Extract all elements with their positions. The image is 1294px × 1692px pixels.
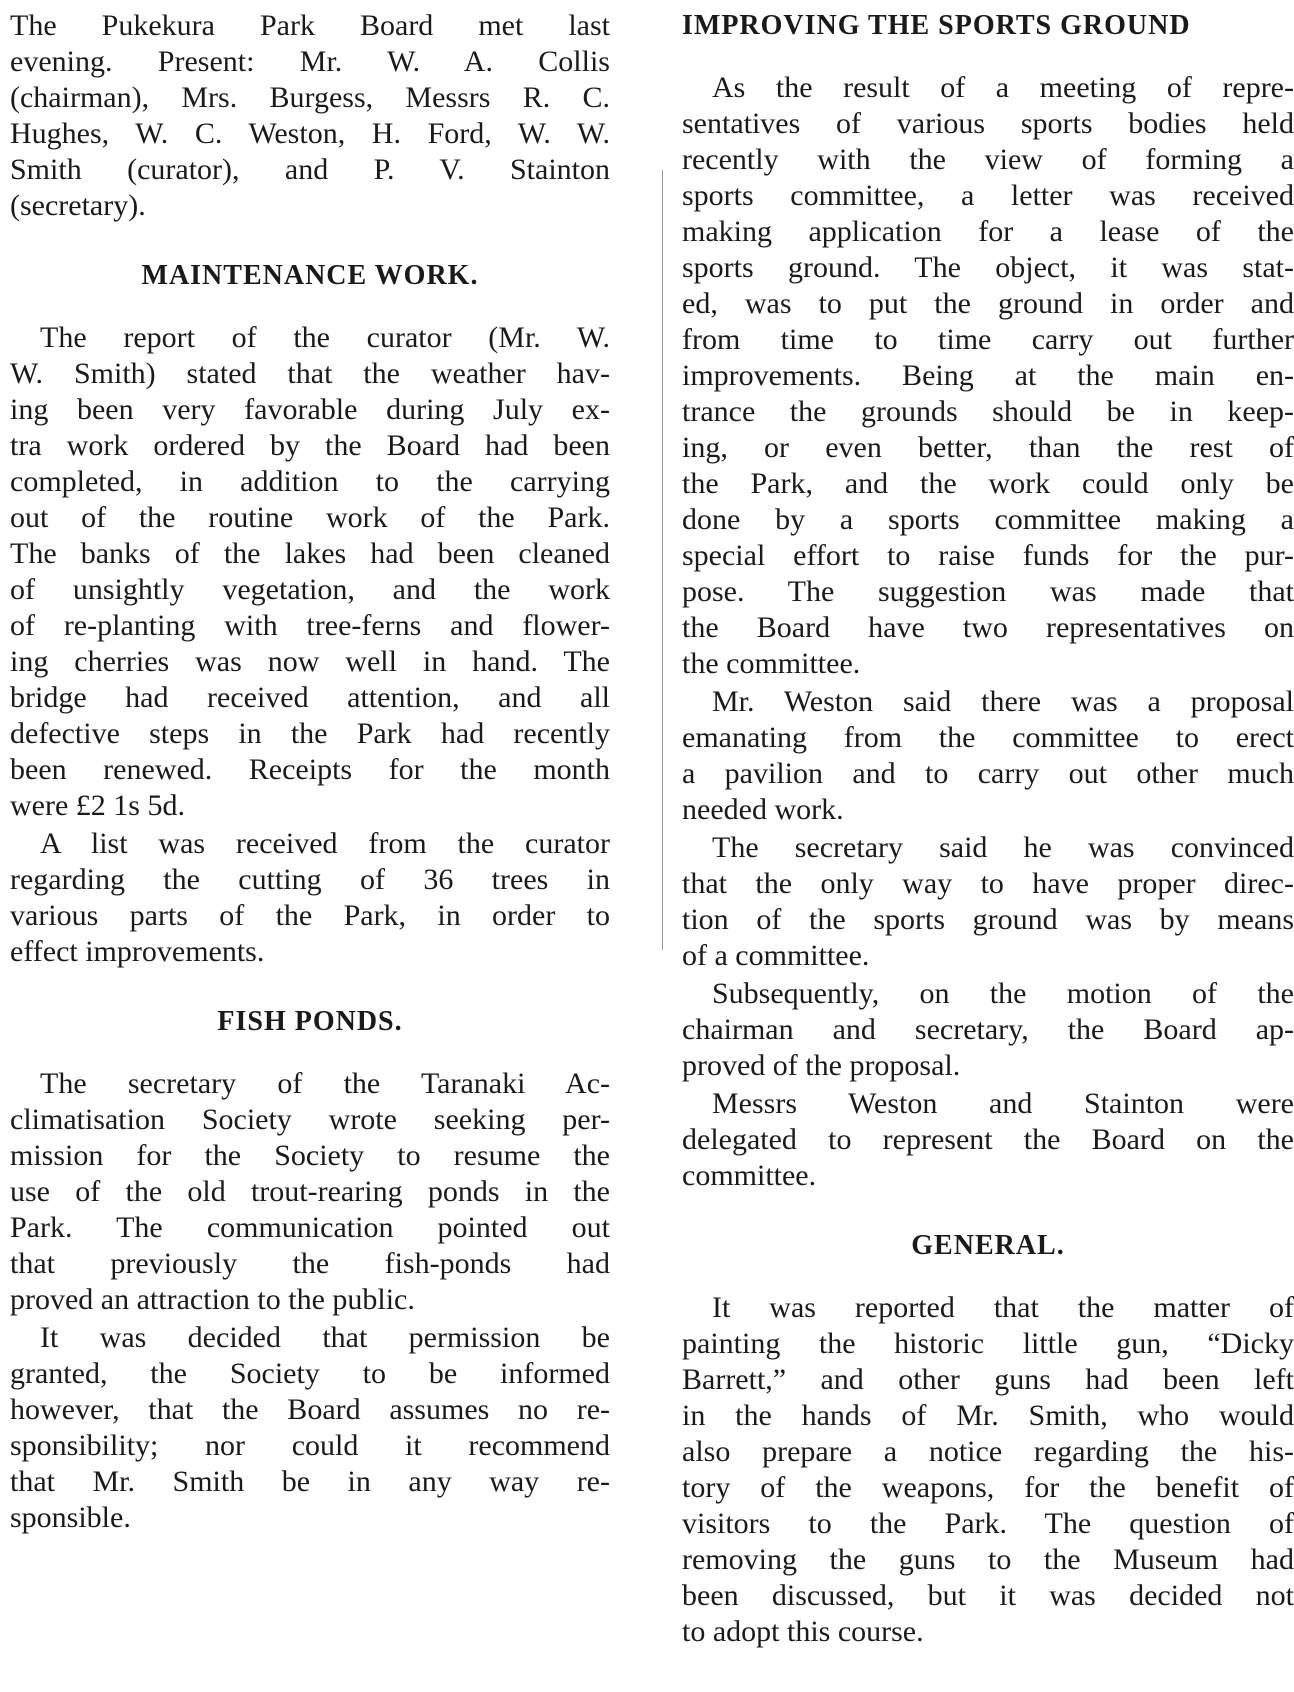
text-line: that Mr. Smith be in any way re- xyxy=(10,1465,610,1498)
general-heading: GENERAL. xyxy=(911,1230,1065,1261)
text-line: painting the historic little gun, “Dicky xyxy=(682,1327,1294,1360)
text-line: of unsightly vegetation, and the work xyxy=(10,573,610,606)
text-line: sponsibility; nor could it recommend xyxy=(10,1429,610,1462)
text-line: out of the routine work of the Park. xyxy=(10,501,610,534)
text-line: however, that the Board assumes no re- xyxy=(10,1393,610,1426)
text-line: visitors to the Park. The question of xyxy=(682,1507,1294,1540)
text-line: the Park, and the work could only be xyxy=(682,467,1294,500)
text-line: been renewed. Receipts for the month xyxy=(10,753,610,786)
text-line: that previously the fish-ponds had xyxy=(10,1247,610,1280)
intro-paragraph xyxy=(10,8,610,224)
text-line: climatisation Society wrote seeking per- xyxy=(10,1103,610,1136)
text-line: tory of the weapons, for the benefit of xyxy=(682,1471,1294,1504)
text-line: defective steps in the Park had recently xyxy=(10,717,610,750)
text-line: Subsequently, on the motion of the xyxy=(712,977,1294,1010)
text-line: chairman and secretary, the Board ap- xyxy=(682,1013,1294,1046)
text-line: ing been very favorable during July ex- xyxy=(10,393,610,426)
text-line: effect improvements. xyxy=(10,935,265,968)
text-line: ing cherries was now well in hand. The xyxy=(10,645,610,678)
text-line: removing the guns to the Museum had xyxy=(682,1543,1294,1576)
text-line: special effort to raise funds for the pur- xyxy=(682,539,1294,572)
text-line: proved an attraction to the public. xyxy=(10,1283,415,1316)
sports-paragraph-2 xyxy=(682,684,1294,828)
text-line: It was reported that the matter of xyxy=(712,1291,1294,1324)
text-line: to adopt this course. xyxy=(682,1615,924,1648)
text-line: A list was received from the curator xyxy=(40,827,610,860)
text-line: making application for a lease of the xyxy=(682,215,1294,248)
column-rule xyxy=(662,170,663,950)
text-line: various parts of the Park, in order to xyxy=(10,899,610,932)
text-line: regarding the cutting of 36 trees in xyxy=(10,863,610,896)
text-line: of re-planting with tree-ferns and flower- xyxy=(10,609,610,642)
maintenance-paragraph-2 xyxy=(10,826,610,970)
text-line: were £2 1s 5d. xyxy=(10,789,185,822)
text-line: tra work ordered by the Board had been xyxy=(10,429,610,462)
text-line: emanating from the committee to erect xyxy=(682,721,1294,754)
text-line: delegated to represent the Board on the xyxy=(682,1123,1294,1156)
text-line: committee. xyxy=(682,1159,817,1192)
text-line: As the result of a meeting of repre- xyxy=(712,71,1294,104)
text-line: Hughes, W. C. Weston, H. Ford, W. W. xyxy=(10,117,610,150)
text-line: improvements. Being at the main en- xyxy=(682,359,1294,392)
text-line: the committee. xyxy=(682,647,861,680)
text-line: completed, in addition to the carrying xyxy=(10,465,610,498)
fish-ponds-paragraph-2 xyxy=(10,1320,610,1536)
text-line: done by a sports committee making a xyxy=(682,503,1294,536)
text-line: in the hands of Mr. Smith, who would xyxy=(682,1399,1294,1432)
text-line: sports ground. The object, it was stat- xyxy=(682,251,1294,284)
left-column xyxy=(10,8,610,1536)
text-line: The Pukekura Park Board met last xyxy=(10,9,610,42)
sports-paragraph-5 xyxy=(682,1086,1294,1194)
text-line: use of the old trout-rearing ponds in the xyxy=(10,1175,610,1208)
text-line: evening. Present: Mr. W. A. Collis xyxy=(10,45,610,78)
text-line: granted, the Society to be informed xyxy=(10,1357,610,1390)
text-line: from time to time carry out further xyxy=(682,323,1294,356)
text-line: bridge had received attention, and all xyxy=(10,681,610,714)
text-line: sentatives of various sports bodies held xyxy=(682,107,1294,140)
text-line: trance the grounds should be in keep- xyxy=(682,395,1294,428)
text-line: that the only way to have proper direc- xyxy=(682,867,1294,900)
fish-ponds-paragraph-1 xyxy=(10,1066,610,1318)
text-line: ed, was to put the ground in order and xyxy=(682,287,1294,320)
text-line: the Board have two representatives on xyxy=(682,611,1294,644)
text-line: The secretary said he was convinced xyxy=(712,831,1294,864)
sports-paragraph-1 xyxy=(682,70,1294,682)
text-line: also prepare a notice regarding the his- xyxy=(682,1435,1294,1468)
text-line: pose. The suggestion was made that xyxy=(682,575,1294,608)
text-line: a pavilion and to carry out other much xyxy=(682,757,1294,790)
text-line: sports committee, a letter was received xyxy=(682,179,1294,212)
text-line: Park. The communication pointed out xyxy=(10,1211,610,1244)
sports-paragraph-4 xyxy=(682,976,1294,1084)
text-line: of a committee. xyxy=(682,939,870,972)
text-line: needed work. xyxy=(682,793,844,826)
text-line: sponsible. xyxy=(10,1501,131,1534)
sports-ground-heading: IMPROVING THE SPORTS GROUND xyxy=(682,10,1191,41)
text-line: The report of the curator (Mr. W. xyxy=(40,321,610,354)
maintenance-heading: MAINTENANCE WORK. xyxy=(141,260,479,291)
text-line: The banks of the lakes had been cleaned xyxy=(10,537,610,570)
text-line: Smith (curator), and P. V. Stainton xyxy=(10,153,610,186)
text-line: (secretary). xyxy=(10,189,146,222)
text-line: ing, or even better, than the rest of xyxy=(682,431,1294,464)
text-line: Barrett,” and other guns had been left xyxy=(682,1363,1294,1396)
text-line: The secretary of the Taranaki Ac- xyxy=(40,1067,610,1100)
fish-ponds-heading: FISH PONDS. xyxy=(217,1006,403,1037)
text-line: Mr. Weston said there was a proposal xyxy=(712,685,1294,718)
right-column xyxy=(682,8,1294,1650)
text-line: recently with the view of forming a xyxy=(682,143,1294,176)
maintenance-paragraph-1 xyxy=(10,320,610,824)
text-line: been discussed, but it was decided not xyxy=(682,1579,1294,1612)
text-line: It was decided that permission be xyxy=(40,1321,610,1354)
text-line: mission for the Society to resume the xyxy=(10,1139,610,1172)
text-line: Messrs Weston and Stainton were xyxy=(712,1087,1294,1120)
general-paragraph-1 xyxy=(682,1290,1294,1650)
text-line: W. Smith) stated that the weather hav- xyxy=(10,357,610,390)
text-line: proved of the proposal. xyxy=(682,1049,961,1082)
text-line: tion of the sports ground was by means xyxy=(682,903,1294,936)
sports-paragraph-3 xyxy=(682,830,1294,974)
text-line: (chairman), Mrs. Burgess, Messrs R. C. xyxy=(10,81,610,114)
